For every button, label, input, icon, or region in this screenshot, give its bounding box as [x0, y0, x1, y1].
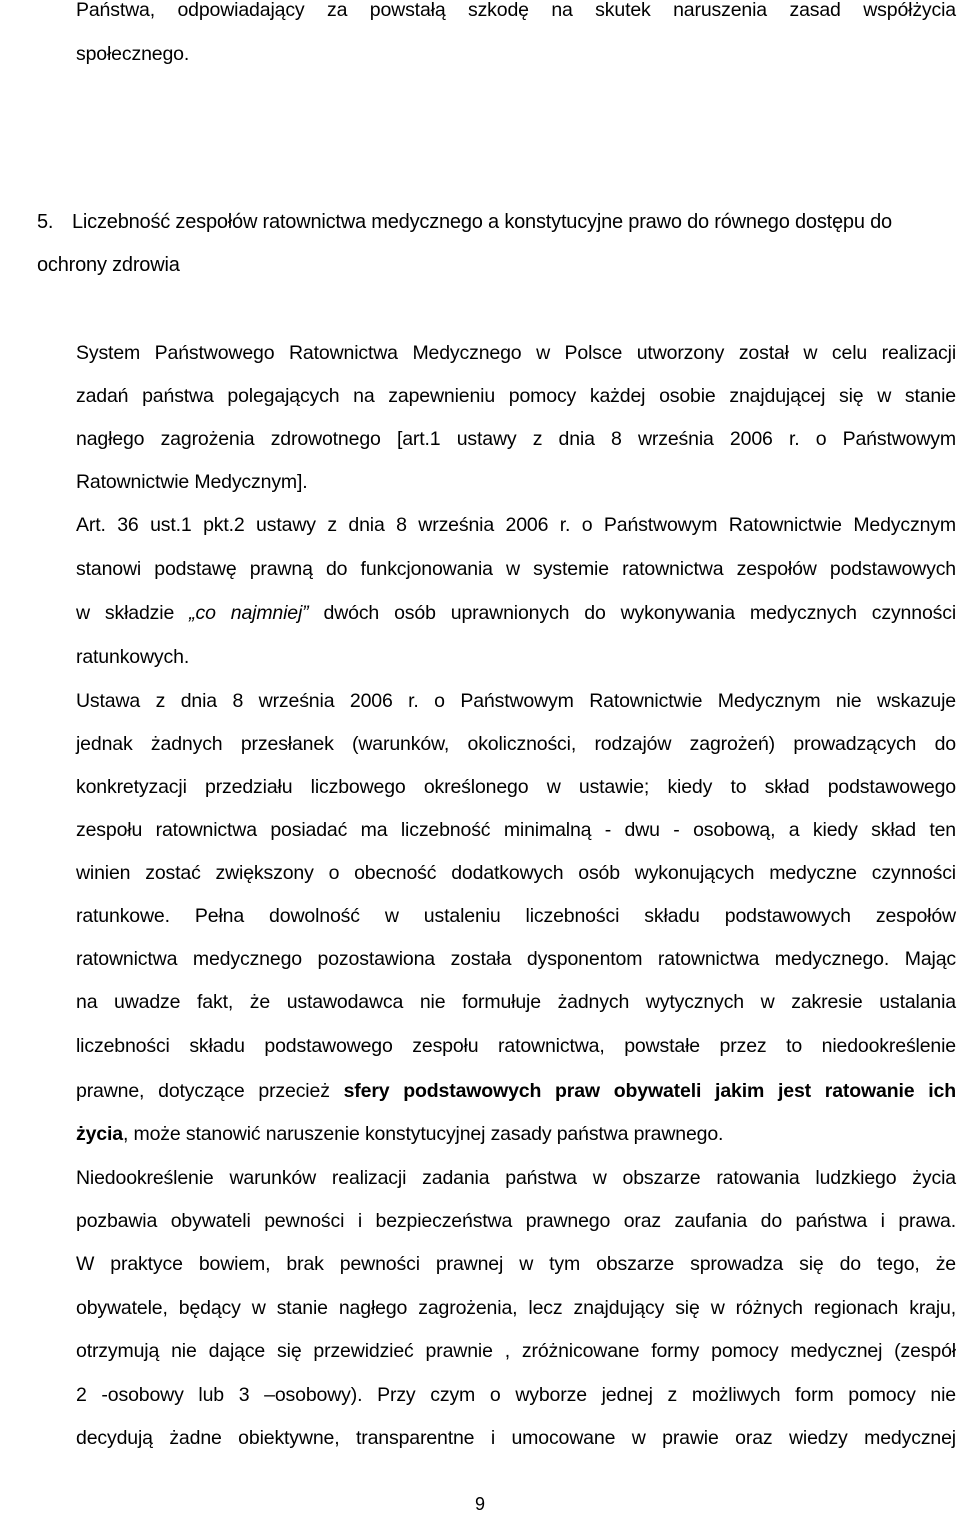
paragraph-line: zadań państwa polegających na zapewnieniu pomocy każdej osobie znajdującej się w stanie	[76, 385, 956, 407]
top-paragraph-line-1: Państwa, odpowiadający za powstałą szkodę na skutek naruszenia zasad współżycia	[76, 0, 956, 21]
text-segment: , może stanowić naruszenie konstytucyjnej zasady państwa prawnego.	[122, 1123, 724, 1145]
paragraph-line: ratunkowe. Pełna dowolność w ustaleniu liczebności składu podstawowych zespołów	[76, 905, 956, 927]
paragraph-line: liczebności składu podstawowego zespołu ratownictwa, powstałe przez to niedookreślenie	[76, 1035, 956, 1057]
paragraph-line: zespołu ratownictwa posiadać ma liczebność minimalną - dwu - osobową, a kiedy skład ten	[76, 819, 956, 841]
paragraph-line-with-bold	[76, 1122, 956, 1146]
text-segment: w składzie	[76, 602, 190, 624]
paragraph-line-with-bold	[76, 1079, 956, 1103]
paragraph-line: 2 -osobowy lub 3 –osobowy). Przy czym o wyborze jednej z możliwych form pomocy nie	[76, 1384, 956, 1406]
paragraph-line: pozbawia obywateli pewności i bezpieczeństwa prawnego oraz zaufania do państwa i prawa.	[76, 1210, 956, 1232]
text-segment: prawne, dotyczące przecież	[76, 1080, 344, 1102]
paragraph-line: na uwadze fakt, że ustawodawca nie formułuje żadnych wytycznych w zakresie ustalania	[76, 991, 956, 1013]
paragraph-line-with-italic	[76, 601, 956, 625]
section-number: 5.	[37, 211, 54, 233]
paragraph-line: W praktyce bowiem, brak pewności prawnej w tym obszarze sprowadza się do tego, że	[76, 1253, 956, 1275]
paragraph-line: stanowi podstawę prawną do funkcjonowania w systemie ratownictwa zespołów podstawowych	[76, 558, 956, 580]
bold-segment: życia	[76, 1123, 123, 1145]
italic-quote: „co najmniej”	[189, 602, 309, 624]
paragraph-line: nagłego zagrożenia zdrowotnego [art.1 ustawy z dnia 8 września 2006 r. o Państwowym	[76, 428, 956, 450]
section-heading-line-1	[37, 210, 942, 234]
paragraph-line: ratownictwa medycznego pozostawiona została dysponentom ratownictwa medycznego. Mając	[76, 948, 956, 970]
top-paragraph-line-2: społecznego.	[76, 43, 190, 65]
section-heading-text: Liczebność zespołów ratownictwa medycznego a konstytucyjne prawo do równego dostępu do	[72, 211, 892, 233]
paragraph-line: otrzymują nie dające się przewidzieć prawnie , zróżnicowane formy pomocy medycznej (zespół	[76, 1340, 956, 1362]
paragraph-line: konkretyzacji przedziału liczbowego określonego w ustawie; kiedy to skład podstawowego	[76, 776, 956, 798]
paragraph-line: Niedookreślenie warunków realizacji zadania państwa w obszarze ratowania ludzkiego życia	[76, 1167, 956, 1189]
paragraph-line: jednak żadnych przesłanek (warunków, okoliczności, rodzajów zagrożeń) prowadzących do	[76, 733, 956, 755]
text-segment: dwóch osób uprawnionych do wykonywania medycznych czynności	[308, 602, 957, 624]
paragraph-line: Ratownictwie Medycznym].	[76, 471, 308, 493]
paragraph-line: decydują żadne obiektywne, transparentne i umocowane w prawie oraz wiedzy medycznej	[76, 1427, 956, 1449]
paragraph-line: System Państwowego Ratownictwa Medycznego w Polsce utworzony został w celu realizacji	[76, 342, 956, 364]
bold-segment: sfery podstawowych praw obywateli jakim jest ratowanie ich	[343, 1080, 956, 1102]
page-number: 9	[474, 1494, 485, 1514]
paragraph-line: ratunkowych.	[76, 646, 190, 668]
paragraph-line: Art. 36 ust.1 pkt.2 ustawy z dnia 8 września 2006 r. o Państwowym Ratownictwie Medycznym	[76, 514, 956, 536]
paragraph-line: Ustawa z dnia 8 września 2006 r. o Państwowym Ratownictwie Medycznym nie wskazuje	[76, 690, 956, 712]
section-heading-line-2: ochrony zdrowia	[37, 254, 180, 276]
paragraph-line: winien zostać zwiększony o obecność dodatkowych osób wykonujących medyczne czynności	[76, 862, 956, 884]
paragraph-line: obywatele, będący w stanie nagłego zagrożenia, lecz znajdujący się w różnych regionach kraju,	[76, 1297, 956, 1319]
